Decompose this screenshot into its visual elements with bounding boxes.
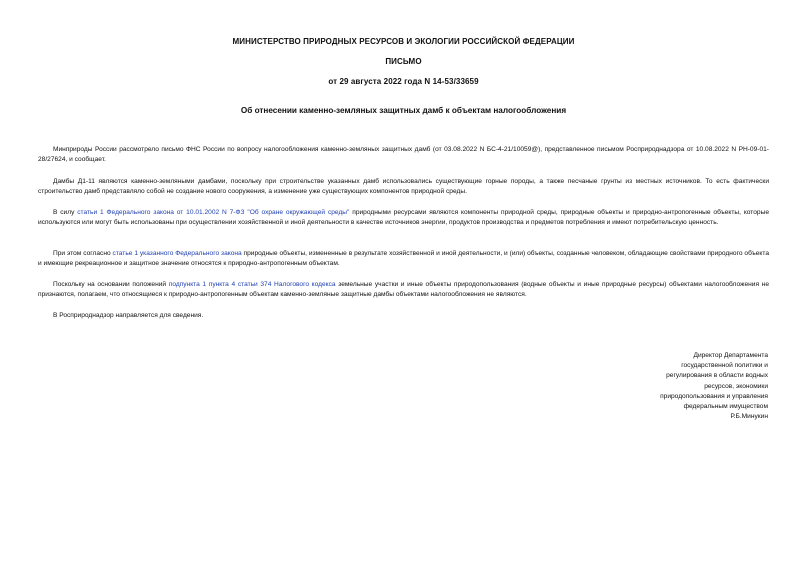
signature-line: регулирования в области водных [666, 372, 768, 380]
paragraph-6: В Росприроднадзор направляется для сведения. [53, 312, 204, 319]
paragraph-5 [38, 280, 769, 301]
document-title: Об отнесении каменно-земляных защитных дамб к объектам налогообложения [240, 106, 567, 115]
paragraph-3-text-start: В силу [53, 209, 78, 216]
signature-line: Директор Департамента [693, 352, 768, 359]
date-and-number: от 29 августа 2022 года N 14-53/33659 [328, 77, 479, 86]
law-7fz-article-1-link[interactable]: статьи 1 Федерального закона от 10.01.2002 N 7-ФЗ "Об охране окружающей среды" [77, 209, 350, 216]
signature-line: ресурсов, экономики [704, 382, 768, 390]
signature-block [638, 351, 768, 422]
paragraph-1: Минприроды России рассмотрело письмо ФНС России по вопросу налогообложения каменно-земляных защитных дамб (от 03.08.2022 N БС-4-21/10059@), представленное письмом Росприроднадзора от 10.08.2022 N РН-09-01-28/27624, и сообщает. [38, 146, 769, 164]
ministry-heading: МИНИСТЕРСТВО ПРИРОДНЫХ РЕСУРСОВ И ЭКОЛОГИИ РОССИЙСКОЙ ФЕДЕРАЦИИ [232, 37, 575, 46]
signatory-name: Р.Б.Минукин [730, 413, 768, 421]
paragraph-4 [38, 249, 769, 270]
paragraph-5-text-end: земельные участки и иные объекты природопользования (водные объекты и иные природные ресурсы) объектами налогообложения не признаются, полагаем, что относящиеся к природно-антропогенным объектам каменно-земляные защитные дамбы объектами налогообложения не являются. [38, 281, 769, 299]
signature-line: природопользования и управления [660, 392, 768, 400]
signature-line: государственной политики и [681, 362, 768, 370]
paragraph-3-text-end: природными ресурсами являются компоненты природной среды, природные объекты и природно-антропогенные объекты, которые используются или могут быть использованы при осуществлении хозяйственной и иной деятельности в качестве источников энергии, продуктов производства и предметов потребления и имеют потребительскую ценность. [38, 209, 769, 227]
document-type: ПИСЬМО [385, 57, 422, 66]
paragraph-2: Дамбы Д1-11 являются каменно-земляными дамбами, поскольку при строительстве указанных дамб использовались существующие горные породы, а также песчаные грунты из местных источников. То есть фактически строительство дамб представляло собой не создание нового сооружения, а изменение уже существующих компонентов природной среды. [38, 178, 769, 196]
paragraph-4-text-start: При этом согласно [53, 250, 113, 257]
paragraph-5-text-start: Поскольку на основании положений [53, 281, 169, 288]
law-article-1-link[interactable]: статье 1 указанного Федерального закона [112, 250, 242, 257]
paragraph-4-text-end: природные объекты, измененные в результате хозяйственной и иной деятельности, и (или) объекты, созданные человеком, обладающие свойствами природного объекта и имеющие рекреационное и защитное значение относятся к природно-антропогенным объектам. [38, 250, 769, 268]
signature-line: федеральным имуществом [683, 403, 768, 411]
paragraph-3 [38, 208, 769, 229]
tax-code-article-374-link[interactable]: подпункта 1 пункта 4 статьи 374 Налогового кодекса [168, 281, 336, 288]
